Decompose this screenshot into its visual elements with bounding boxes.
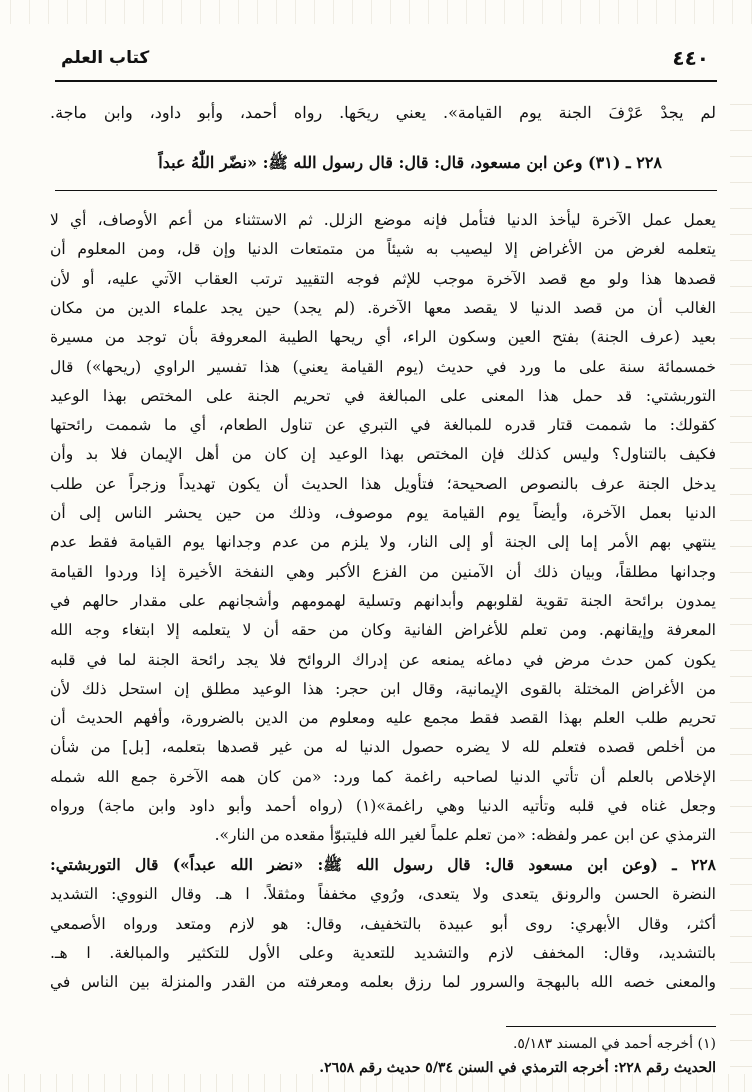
commentary-line: أكثر، وقال الأبهري: روى أبو عبيدة بالتخفيف، وقال: هو لازم ومتعد ورواه الأصمعي: [50, 914, 716, 933]
page-edge-top: [0, 0, 752, 24]
commentary-line: ينتهي بهم الأمر إما إلى الجنة أو إلى النار، ولا يلزم من عدم وجدانها يوم القيامة فقط عدم: [50, 533, 716, 552]
commentary-line: النضرة الحسن والرونق يتعدى ولا يتعدى، ورُوي مخففاً ومثقلاً. ا هـ. وقال النووي: التشديد: [50, 885, 716, 904]
commentary-line: وجدانها مطلقاً، وبيان ذلك أن الآمنين من الفزع الأكبر وهي النفخة الأخيرة إذا وردوا القيامة: [50, 562, 716, 581]
commentary-line: يدخل الجنة عرف بالنصوص الصحيحة؛ فتأويل هذا الحديث أن يكون تهديداً وزجراً عن طلب: [50, 474, 716, 493]
section-divider: [55, 190, 717, 191]
page-edge-right: [730, 90, 752, 1070]
hadith-228-commentary-heading: ٢٢٨ ـ (وعن ابن مسعود قال: قال رسول الله ﷺ: «نضر الله عبداً») قال التوربشتي:: [50, 855, 716, 874]
commentary-line: الغالب أن من قصد الدنيا لا يقصد معها الآخرة. (لم يجد) حين يجد علماء الدين من مكان: [50, 298, 716, 317]
page-number: ٤٤٠: [672, 46, 709, 70]
commentary-line: بعيد (عرف الجنة) بفتح العين وسكون الراء، أي ريحها الطيبة المعروفة بأن توجد من مسيرة: [50, 328, 716, 347]
footnote-1: (١) أخرجه أحمد في المسند ٥/١٨٣.: [512, 1036, 716, 1052]
footnote-divider: [506, 1026, 716, 1027]
commentary-line: يكون كمن حدث مرض في دماغه يمنعه عن إدراك الروائح فلا يجد رائحة الجنة لما في قلبه: [50, 650, 716, 669]
commentary-line: خمسمائة سنة على ما ورد في حديث (يوم القيامة يعني) هذا تفسير الراوي (ريحها») قال: [50, 357, 716, 376]
commentary-line: الإخلاص بالعلم أن تأتي الدنيا لصاحبه راغمة كما ورد: «من كان همه الآخرة جمع الله شمله: [50, 767, 716, 786]
commentary-line: تحريم طلب العلم بهذا القصد فقط مجمع عليه ومعلوم من الدين بالضرورة، وأفهم الحديث أن: [50, 709, 716, 728]
commentary-line: قصدها هذا ولو مع قصد الآخرة موجب للإثم فوجه التقييد ترتب العقاب الآتي عليه، أو لأن: [50, 269, 716, 288]
commentary-line: يمدون برائحة الجنة تقوية لقلوبهم وأبدانهم وتسلية لهمومهم وأشجانهم على مقدار حالهم في: [50, 591, 716, 610]
commentary-line: بالتشديد، وقال: المخفف لازم والتشديد للتعدية وعلى الأول للتكثير والمبالغة. ا هـ.: [50, 943, 716, 962]
commentary-line: يعمل عمل الآخرة ليأخذ الدنيا فتأمل فإنه موضع الزلل. ثم الاستثناء من أعم الأوصاف، أي لا: [50, 211, 716, 229]
commentary-line: الدنيا بعمل الآخرة، وأيضاً يوم القيامة يوم موصوف، وذلك من حين يحشر الناس إلى أن: [50, 504, 716, 522]
commentary-line: من أخلص قصده فتعلم لله لا يضره حصول الدنيا له من غير قصدها بتعلمه، [بل] من شأن: [50, 738, 716, 757]
page-header: [55, 40, 717, 82]
commentary-line: فكيف بالتناول؟ وليس كذلك فإن المختص بهذا الوعيد إن كان من أهل الإيمان فلا بد وأن: [50, 445, 716, 464]
commentary-line: وجعل غناه في قلبه وتأتيه الدنيا وهي راغمة»(١) (رواه أحمد وأبو داود وابن ماجة) ورواه: [50, 797, 716, 815]
commentary-line: من الأغراض المختلة بالقوى الإيمانية، وقال ابن حجر: هذا الوعيد مطلق إن استحل ذلك لأن: [50, 679, 716, 698]
footnote-hadith-source: الحديث رقم ٢٢٨: أخرجه الترمذي في السنن ٥/٣٤ حديث رقم ٢٦٥٨.: [319, 1060, 716, 1076]
commentary-line: المعرفة وإيقانهم. ومن تعلم للأغراض الفانية وكان من حقه أن لا يتعلمه إلا ابتغاء وجه الله: [50, 621, 716, 640]
book-title: كتاب العلم: [61, 48, 150, 68]
commentary-line: يتعلمه لغرض من الأغراض إلا ليصيب به شيئاً من متمتعات الدنيا وإن قل، ومن المعلوم أن: [50, 240, 716, 259]
hadith-line: لم يجدْ عَرْفَ الجنة يوم القيامة». يعني ريحَها. رواه أحمد، وأبو داود، وابن ماجة.: [50, 103, 716, 122]
hadith-heading: ٢٢٨ ـ (٣١) وعن ابن مسعود، قال: قال: قال رسول الله ﷺ: «نضّر اللّٰهُ عبداً: [158, 153, 662, 172]
commentary-line: والمعنى خصه الله بالبهجة والسرور لما رزق بعلمه ومعرفته من القدر والمنزلة بين الناس في: [50, 973, 716, 992]
commentary-line: الترمذي عن ابن عمر ولفظه: «من تعلم علماً لغير الله فليتبوّأ مقعده من النار».: [214, 826, 716, 845]
commentary-line: كقولك: ما شممت قتار قدره للمبالغة في التبري عن تناول الطعام، أي ما شممت رائحتها: [50, 416, 716, 435]
commentary-line: التوربشتي: قد حمل هذا المعنى على المبالغة في تحريم الجنة على المختص بهذا الوعيد: [50, 386, 716, 405]
